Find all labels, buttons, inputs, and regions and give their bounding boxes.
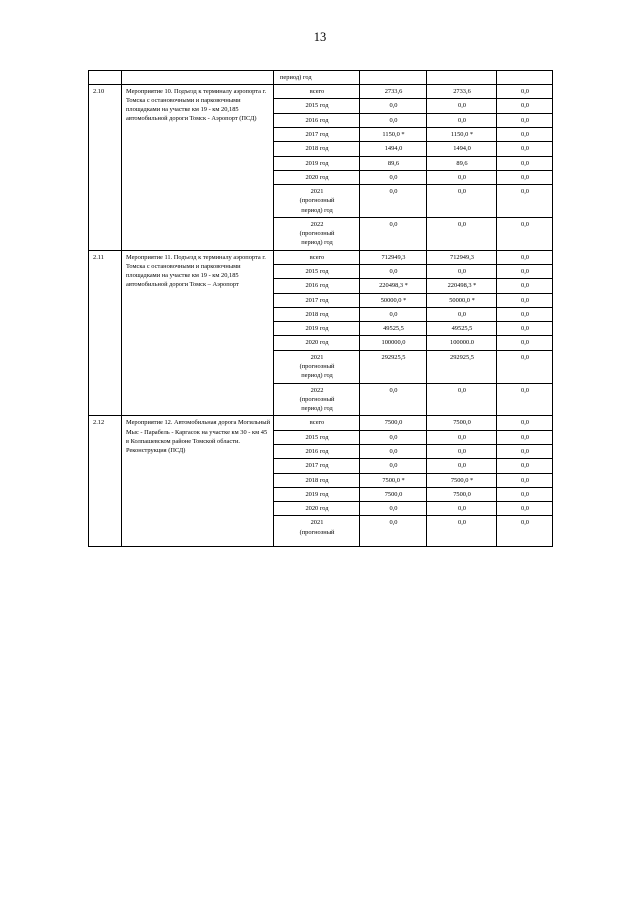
period-cell xyxy=(274,516,360,547)
value-cell-3: 0,0 xyxy=(497,265,553,279)
measure-name-cell: Мероприятие 12. Автомобильная дорога Могильный Мыс - Парабель - Каргасок на участке км 30 - км 45 в Колпашевском районе Томской области. Реконструкция (ПСД) xyxy=(122,416,274,547)
value-cell-1: 0,0 xyxy=(360,444,427,458)
period-cell xyxy=(274,473,360,487)
value-cell-3: 0,0 xyxy=(497,85,553,99)
value-cell-2: 1150,0 * xyxy=(427,127,497,141)
row-number-cell: 2.10 xyxy=(89,85,122,251)
measure-name-cell: Мероприятие 10. Подъезд к терминалу аэропорта г. Томска с остановочными и парковочными площадками на участке км 19 - км 20,185 автомобильной дороги Томск - Аэропорт (ПСД) xyxy=(122,85,274,251)
value-cell-2: 0,0 xyxy=(427,444,497,458)
period-line: 2015 год xyxy=(305,102,329,110)
period-line: 2015 год xyxy=(305,268,329,276)
period-line: 2018 год xyxy=(305,476,329,484)
period-line: 2021 xyxy=(310,188,324,196)
period-line: 2016 год xyxy=(305,282,329,290)
value-cell-3: 0,0 xyxy=(497,383,553,416)
period-cell xyxy=(274,185,360,218)
value-cell-2: 7500,0 xyxy=(427,416,497,430)
value-cell-3: 0,0 xyxy=(497,185,553,218)
value-cell-3: 0,0 xyxy=(497,217,553,250)
period-cell xyxy=(274,170,360,184)
value-cell-1: 0,0 xyxy=(360,185,427,218)
table-row xyxy=(89,71,553,85)
value-cell-2: 0,0 xyxy=(427,307,497,321)
period-line: (прогнозный xyxy=(299,230,335,238)
measure-name-cell: Мероприятие 11. Подъезд к терминалу аэропорта г. Томска с остановочными и парковочными площадками на участке км 19 - км 20,185 автомобильной дороги Томск – Аэропорт xyxy=(122,250,274,416)
value-cell-1: 7500,0 xyxy=(360,487,427,501)
period-cell xyxy=(274,142,360,156)
period-line: 2019 год xyxy=(305,325,329,333)
period-cell xyxy=(274,99,360,113)
period-line: период) год xyxy=(301,372,333,380)
period-cell xyxy=(274,459,360,473)
value-cell-1: 0,0 xyxy=(360,383,427,416)
period-cell xyxy=(274,265,360,279)
value-cell-1: 49525,5 xyxy=(360,322,427,336)
period-cell xyxy=(274,322,360,336)
value-cell-2: 7500,0 xyxy=(427,487,497,501)
period-line: (прогнозный xyxy=(299,528,335,536)
value-cell-2: 0,0 xyxy=(427,99,497,113)
period-line: 2020 год xyxy=(305,339,329,347)
value-cell-3: 0,0 xyxy=(497,416,553,430)
value-cell-1: 0,0 xyxy=(360,502,427,516)
value-cell-2: 712949,3 xyxy=(427,250,497,264)
value-cell-2: 89,6 xyxy=(427,156,497,170)
period-cell xyxy=(274,444,360,458)
table-body xyxy=(89,71,553,547)
value-cell-3: 0,0 xyxy=(497,142,553,156)
value-cell-3: 0,0 xyxy=(497,250,553,264)
value-cell-1: 220498,3 * xyxy=(360,279,427,293)
value-cell-1: 292925,5 xyxy=(360,350,427,383)
value-cell-1: 0,0 xyxy=(360,265,427,279)
period-line: 2019 год xyxy=(305,490,329,498)
table-row xyxy=(89,250,553,264)
value-cell-2: 2733,6 xyxy=(427,85,497,99)
value-cell-1: 0,0 xyxy=(360,170,427,184)
period-line: 2017 год xyxy=(305,130,329,138)
period-line: (прогнозный xyxy=(299,197,335,205)
value-cell-3: 0,0 xyxy=(497,459,553,473)
value-cell-2: 0,0 xyxy=(427,383,497,416)
period-cell xyxy=(274,430,360,444)
period-line: период) год xyxy=(301,405,333,413)
value-cell-1: 2733,6 xyxy=(360,85,427,99)
value-cell-2: 0,0 xyxy=(427,459,497,473)
period-cell xyxy=(274,350,360,383)
period-line: всего xyxy=(309,419,325,427)
period-cell xyxy=(274,307,360,321)
value-cell-3: 0,0 xyxy=(497,430,553,444)
value-cell-3: 0,0 xyxy=(497,127,553,141)
value-cell-2: 0,0 xyxy=(427,265,497,279)
period-line: 2016 год xyxy=(305,116,329,124)
period-cell xyxy=(274,416,360,430)
value-cell-2: 0,0 xyxy=(427,430,497,444)
value-cell-2: 0,0 xyxy=(427,516,497,547)
period-cell xyxy=(274,113,360,127)
value-cell-3: 0,0 xyxy=(497,170,553,184)
value-cell-3: 0,0 xyxy=(497,350,553,383)
period-cell xyxy=(274,383,360,416)
financial-table xyxy=(88,70,553,547)
value-cell-1: 0,0 xyxy=(360,459,427,473)
period-cell xyxy=(274,250,360,264)
period-line: 2018 год xyxy=(305,310,329,318)
value-cell-3: 0,0 xyxy=(497,99,553,113)
period-line: 2020 год xyxy=(305,173,329,181)
period-line: 2019 год xyxy=(305,159,329,167)
value-cell-1 xyxy=(360,71,427,85)
value-cell-3: 0,0 xyxy=(497,113,553,127)
value-cell-2: 0,0 xyxy=(427,217,497,250)
value-cell-2: 49525,5 xyxy=(427,322,497,336)
period-cell: период) год xyxy=(274,71,360,85)
period-cell xyxy=(274,127,360,141)
value-cell-2: 7500,0 * xyxy=(427,473,497,487)
value-cell-3: 0,0 xyxy=(497,322,553,336)
value-cell-2: 0,0 xyxy=(427,113,497,127)
measure-name-cell xyxy=(122,71,274,85)
row-number-cell: 2.11 xyxy=(89,250,122,416)
value-cell-3 xyxy=(497,71,553,85)
period-line: 2020 год xyxy=(305,505,329,513)
value-cell-3: 0,0 xyxy=(497,307,553,321)
value-cell-1: 50000,0 * xyxy=(360,293,427,307)
value-cell-3: 0,0 xyxy=(497,156,553,170)
period-cell xyxy=(274,156,360,170)
period-line: 2017 год xyxy=(305,462,329,470)
period-cell xyxy=(274,279,360,293)
value-cell-3: 0,0 xyxy=(497,279,553,293)
value-cell-1: 0,0 xyxy=(360,99,427,113)
period-line: период) год xyxy=(301,239,333,247)
value-cell-2: 292925,5 xyxy=(427,350,497,383)
value-cell-2 xyxy=(427,71,497,85)
table-row xyxy=(89,416,553,430)
period-line: всего xyxy=(309,253,325,261)
value-cell-3: 0,0 xyxy=(497,336,553,350)
period-cell xyxy=(274,487,360,501)
period-line: всего xyxy=(309,88,325,96)
period-line: (прогнозный xyxy=(299,395,335,403)
period-line: 2016 год xyxy=(305,447,329,455)
period-line: период) год xyxy=(301,206,333,214)
value-cell-3: 0,0 xyxy=(497,502,553,516)
value-cell-2: 220498,3 * xyxy=(427,279,497,293)
value-cell-1: 0,0 xyxy=(360,307,427,321)
value-cell-3: 0,0 xyxy=(497,444,553,458)
value-cell-1: 89,6 xyxy=(360,156,427,170)
period-line: (прогнозный xyxy=(299,363,335,370)
value-cell-3: 0,0 xyxy=(497,516,553,547)
row-number-cell xyxy=(89,71,122,85)
row-number-cell: 2.12 xyxy=(89,416,122,547)
period-cell xyxy=(274,336,360,350)
value-cell-2: 0,0 xyxy=(427,185,497,218)
period-line: 2017 год xyxy=(305,296,329,304)
period-line: 2022 xyxy=(310,220,324,228)
value-cell-1: 1150,0 * xyxy=(360,127,427,141)
value-cell-2: 0,0 xyxy=(427,502,497,516)
value-cell-2: 1494,0 xyxy=(427,142,497,156)
page-number: 13 xyxy=(313,30,327,44)
period-cell xyxy=(274,502,360,516)
period-cell xyxy=(274,217,360,250)
value-cell-3: 0,0 xyxy=(497,487,553,501)
value-cell-2: 0,0 xyxy=(427,170,497,184)
period-cell xyxy=(274,85,360,99)
value-cell-1: 0,0 xyxy=(360,430,427,444)
value-cell-2: 100000.0 xyxy=(427,336,497,350)
value-cell-3: 0,0 xyxy=(497,473,553,487)
value-cell-1: 7500,0 xyxy=(360,416,427,430)
value-cell-1: 0,0 xyxy=(360,217,427,250)
table-row xyxy=(89,85,553,99)
value-cell-1: 0,0 xyxy=(360,516,427,547)
financial-table-container xyxy=(88,70,552,547)
value-cell-1: 100000,0 xyxy=(360,336,427,350)
value-cell-2: 50000,0 * xyxy=(427,293,497,307)
period-line: 2021 xyxy=(310,353,324,361)
value-cell-3: 0,0 xyxy=(497,293,553,307)
period-line: 2018 год xyxy=(305,145,329,153)
period-line: 2022 xyxy=(310,386,324,394)
period-line: 2015 год xyxy=(305,433,329,441)
period-cell xyxy=(274,293,360,307)
value-cell-1: 1494,0 xyxy=(360,142,427,156)
period-line: 2021 xyxy=(310,519,324,527)
value-cell-1: 0,0 xyxy=(360,113,427,127)
value-cell-1: 7500,0 * xyxy=(360,473,427,487)
value-cell-1: 712949,3 xyxy=(360,250,427,264)
